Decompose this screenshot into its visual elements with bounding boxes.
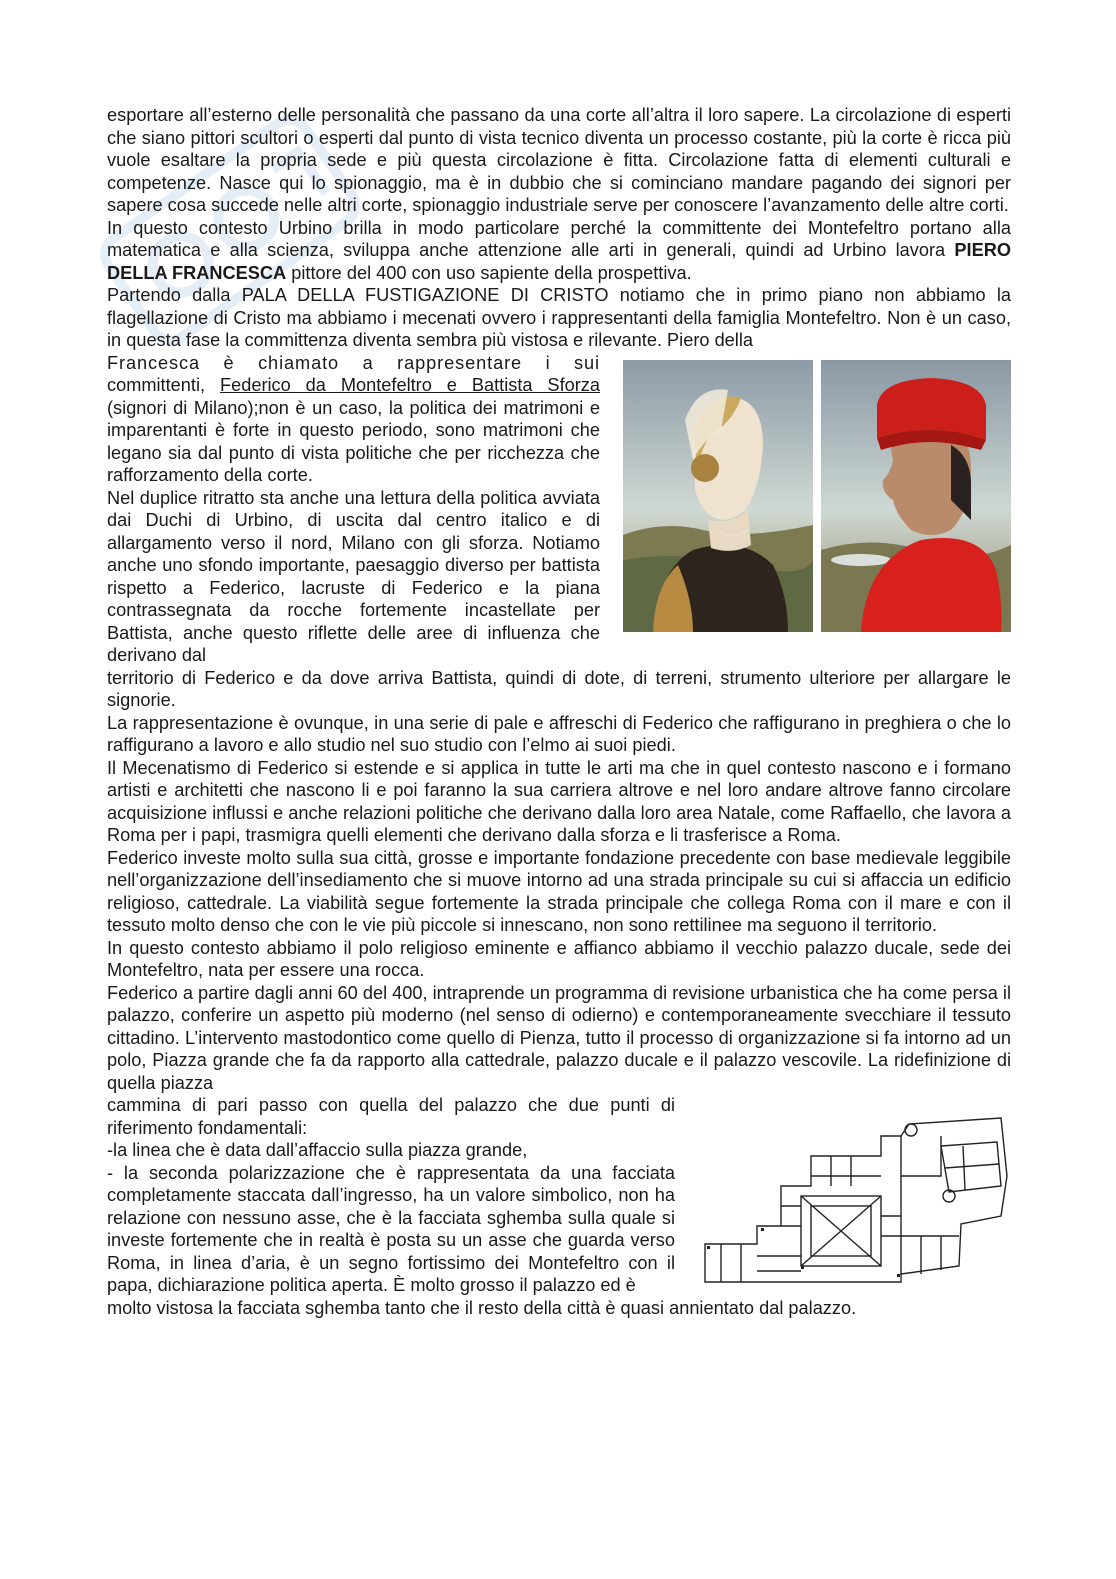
paragraph-11-continued: molto vistosa la facciata sghemba tanto che il resto della città è quasi annientato dal palazzo. [107,1297,857,1318]
paragraph-7: Federico investe molto sulla sua città, grosse e importante fondazione precedente con base medievale leggibile nell’organizzazione dell’insediamento che si muove intorno ad una strada principale su cui si affaccia un edificio religioso, cattedrale. La viabilità segue fortemente la strada principale che collega Roma con il mare e con il tessuto molto denso che con le vie più piccole si innescano, non sono rettilinee ma seguono il territorio. [107,847,1011,935]
paragraph-9: Federico a partire dagli anni 60 del 400, intraprende un programma di revisione urbanistica che ha come persa il palazzo, conferire un aspetto più moderno (nel senso di odierno) e contemporaneamente svecchiare il tessuto cittadino. L’intervento mastodontico come quello di Pienza, tutto il processo di organizzazione si fa intorno ad un polo, Piazza grande che fa da rapporto alla cattedrale, palazzo ducale e il palazzo vescovile. La ridefinizione di quella piazza [107,982,1011,1093]
palazzo-ducale-floor-plan [701,1116,1011,1284]
paragraph-4-wrap: Nel duplice ritratto sta anche una lettura della politica avviata dai Duchi di Urbino, di uscita dal centro italico e di allargamento verso il nord, Milano con gli sforza. Notiamo anche uno sfondo importante, paesaggio diverso per battista rispetto a Federico, lacruste di Federico e la piana contrassegnata da rocche fortemente incastellate per Battista, anche questo riflette delle aree di influenza che derivano dal [107,487,600,665]
portrait-text-column [107,352,600,667]
paragraph-4-continued: territorio di Federico e da dove arriva Battista, quindi di dote, di terreni, strumento ulteriore per allargare le signorie. [107,667,1011,710]
paragraph-6: Il Mecenatismo di Federico si estende e si applica in tutte le arti ma che in quel contesto nascono e i formano artisti e architetti che nascono li e poi faranno la sua carriera altrove e nel loro andare altrove fanno circolare acquisizione influssi e anche relazioni politiche che derivano dalla loro area Natale, come Raffaello, che lavora a Roma per i papi, trasmigra quelli elementi che derivano dalla sforza e li trasferisce a Roma. [107,757,1011,845]
paragraph-3-wrap-line: Francesca è chiamato a rappresentare i sui [107,352,600,373]
paragraph-2-text-a: In questo contesto Urbino brilla in modo particolare perché la committente dei Montefeltro portano alla matematica e alla scienza, sviluppa anche attenzione alle arti in generali, quindi ad Urbino lavora [107,217,1011,260]
paragraph-10-wrap: -la linea che è data dall’affaccio sulla piazza grande, [107,1140,528,1160]
plan-image-column [681,1094,1011,1297]
portrait-section [107,352,1011,667]
paragraph-3-wrap-b: (signori di Milano);non è un caso, la politica dei matrimoni e imparentanti è forte in questo periodo, sono matrimoni che legano sia dal punto di vista politiche che per ricchezza che rafforzamento della corte. [107,397,600,485]
battista-sforza-portrait [623,360,813,632]
paragraph-11-wrap: - la seconda polarizzazione che è rappresentata da una facciata completamente staccata dall’ingresso, ha un valore simbolico, non ha relazione con nessuno asse, che è la facciata sghemba sulla quale si investe fortemente che in realtà è posta su un asse che guarda verso Roma, in linea d’aria, è un segno fortissimo dei Montefeltro con il papa, dichiarazione politica aperta. È molto grosso il palazzo ed è [107,1162,675,1295]
paragraph-9-wrap: cammina di pari passo con quella del palazzo che due punti di riferimento fondamentali: [107,1095,675,1138]
paragraph-5: La rappresentazione è ovunque, in una serie di pale e affreschi di Federico che raffigurano in preghiera o che lo raffigurano a lavoro e allo studio nel suo studio con l’elmo ai suoi piedi. [107,712,1011,755]
paragraph-3: Partendo dalla PALA DELLA FUSTIGAZIONE DI CRISTO notiamo che in primo piano non abbiamo la flagellazione di Cristo ma abbiamo i mecenati ovvero i rappresentanti della famiglia Montefeltro. Non è un caso, in questa fase la committenza diventa sembra più vistosa e rilevante. Piero della [107,285,1011,350]
portrait-image-column [616,352,1011,667]
federico-da-montefeltro-portrait [821,360,1011,632]
plan-section [107,1094,1011,1297]
plan-text-column [107,1094,675,1297]
paragraph-8: In questo contesto abbiamo il polo religioso eminente e affianco abbiamo il vecchio palazzo ducale, sede dei Montefeltro, nata per essere una rocca. [107,937,1011,980]
piero-della-francesca-heading: PIERO DELLA FRANCESCA [107,240,1011,283]
diptych-portraits [623,360,1011,632]
paragraph-2-text-b: pittore del 400 con uso sapiente della prospettiva. [286,262,692,283]
paragraph-3-wrap-a: committenti, [107,375,220,395]
document-body [107,104,1011,1319]
paragraph-3-wrap [107,374,600,487]
paragraph-2 [107,217,1011,285]
patrons-names: Federico da Montefeltro e Battista Sforza [219,375,600,395]
paragraph-1: esportare all’esterno delle personalità che passano da una corte all’altra il loro sapere. La circolazione di esperti che siano pittori scultori o esperti dal punto di vista tecnico diventa un processo costante, più la corte è ricca più vuole esaltare la propria sede e più questa circolazione è fitta. Circolazione fatta di elementi culturali e competenze. Nasce qui lo spionaggio, ma è in dubbio che si cominciano mandare pagando dei signori per sapere cosa succede nelle altri corte, spionaggio industriale serve per conoscere l’avanzamento delle altre corti. [107,105,1011,215]
